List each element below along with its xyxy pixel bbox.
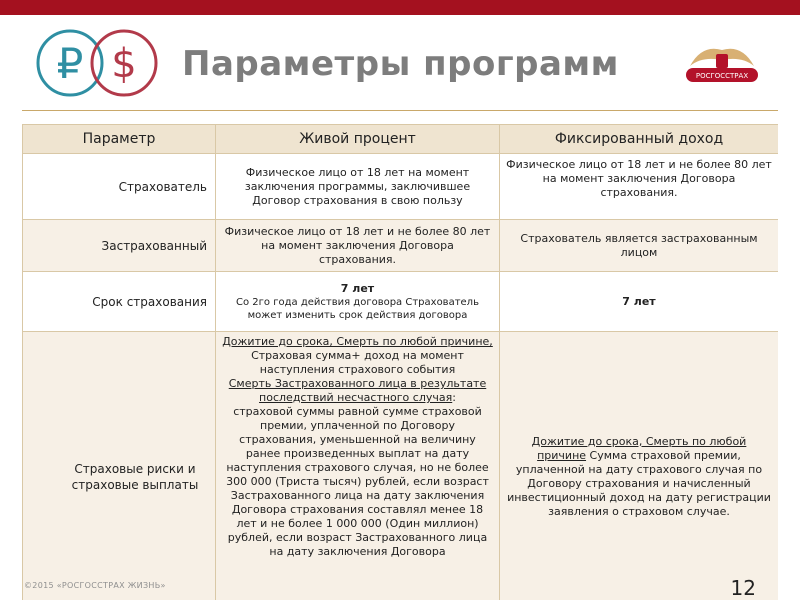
cell-fixed-insured: Страхователь является застрахованным лицом <box>500 220 779 272</box>
row-label-insured: Застрахованный <box>23 220 216 272</box>
live-term-note: Со 2го года действия договора Страхователь может изменить срок действия договора <box>236 296 479 321</box>
cell-fixed-risks <box>500 332 779 600</box>
brand-logo <box>682 40 762 88</box>
live-risk1-title: Дожитие до срока, Смерть по любой причине, <box>222 335 493 348</box>
row-label-risks: Страховые риски и страховые выплаты <box>23 332 216 600</box>
live-risk1-text: Страховая сумма+ доход на момент наступления страхового события <box>251 349 464 376</box>
table-header-row <box>23 125 779 154</box>
live-risk2-colon: : <box>452 391 456 404</box>
brand-name: РОСГОССТРАХ <box>695 72 749 80</box>
column-header-parameter: Параметр <box>23 125 216 154</box>
parameters-table-container <box>22 124 778 600</box>
row-label-policyholder: Страхователь <box>23 154 216 220</box>
copyright-footer: ©2015 «РОСГОССТРАХ ЖИЗНЬ» <box>24 581 166 590</box>
fixed-risk-title: Дожитие до срока, Смерть по любой причине <box>531 434 747 462</box>
live-risk2-text: страховой суммы равной сумме страховой премии, уплаченной по Договору страхования, уменьшенной на величину ранее произведенных выплат на дату наступления страхового случая, но не более 300 000 (Триста тысяч) рублей, если возраст Застрахованного лица на дату заключения Договора страхования составлял менее 18 лет и не более 1 000 000 (Один миллион) рублей, если возраст Застрахованного лица на дату заключения Договора <box>226 405 489 558</box>
fixed-risk-text: Сумма страховой премии, уплаченной на дату страхового случая по Договору страхования и начисленный инвестиционный доход на дату регистрации заявления о страховом случае. <box>507 448 771 518</box>
cell-fixed-policyholder: Физическое лицо от 18 лет и не более 80 лет на момент заключения Договора страхования. <box>500 154 779 220</box>
table-row <box>23 332 779 600</box>
dollar-icon: $ <box>111 41 137 87</box>
cell-live-term <box>216 272 500 332</box>
parameters-table <box>22 124 778 600</box>
page-title: Параметры программ <box>182 44 619 84</box>
page-number: 12 <box>730 576 756 600</box>
cell-fixed-term: 7 лет <box>500 272 779 332</box>
cell-live-insured: Физическое лицо от 18 лет и не более 80 лет на момент заключения Договора страхования. <box>216 220 500 272</box>
header-divider <box>22 110 778 111</box>
column-header-fixed-income: Фиксированный доход <box>500 125 779 154</box>
table-row <box>23 272 779 332</box>
live-risk2-title: Смерть Застрахованного лица в результате последствий несчастного случая <box>228 377 487 404</box>
currency-logo <box>34 27 164 99</box>
ruble-icon: ₽ <box>56 39 84 88</box>
table-row <box>23 154 779 220</box>
cell-live-risks <box>216 332 500 600</box>
table-row <box>23 220 779 272</box>
shield-icon <box>716 54 728 68</box>
row-label-term: Срок страхования <box>23 272 216 332</box>
live-term-value: 7 лет <box>340 281 375 295</box>
column-header-live-percent: Живой процент <box>216 125 500 154</box>
top-accent-bar <box>0 0 800 15</box>
cell-live-policyholder: Физическое лицо от 18 лет на момент заключения программы, заключившее Договор страхования в свою пользу <box>216 154 500 220</box>
